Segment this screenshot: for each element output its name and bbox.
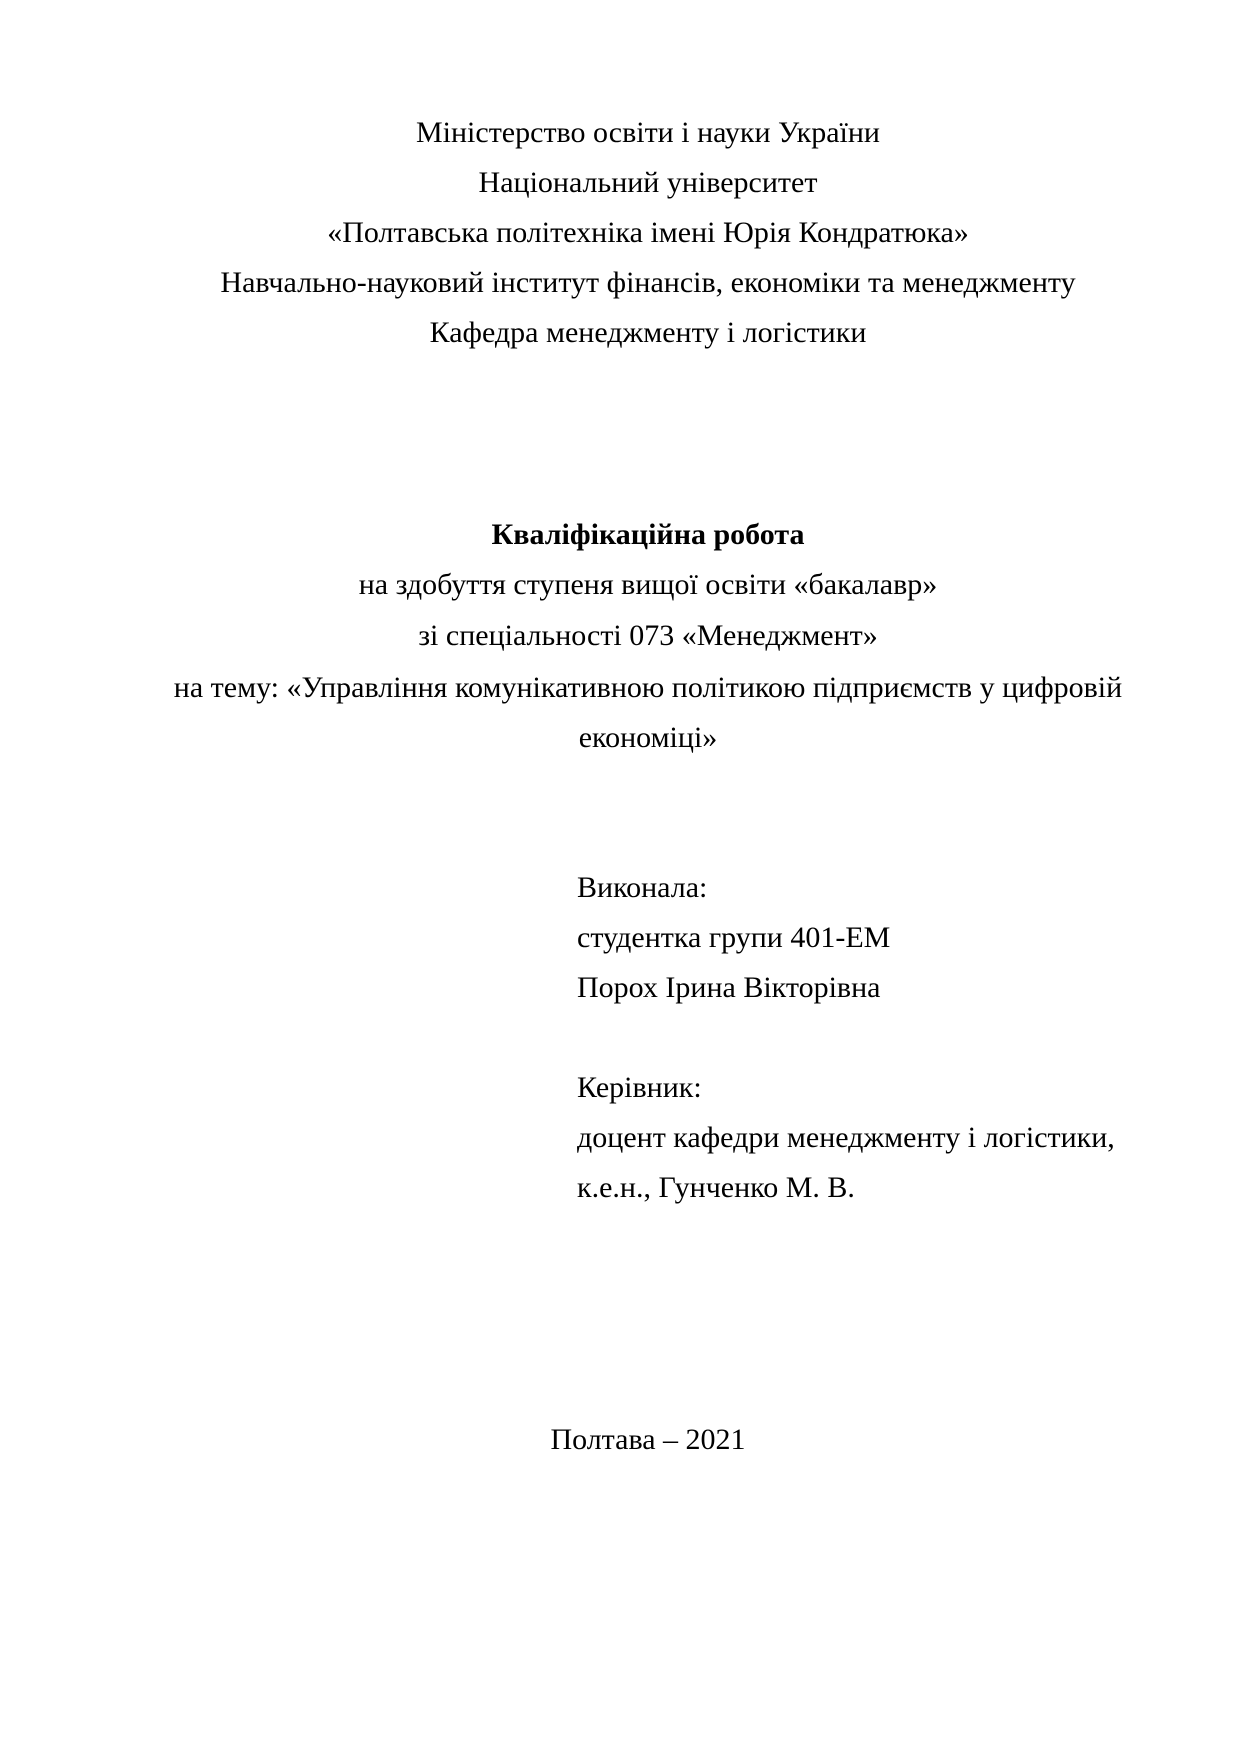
supervisor-label: Керівник:	[577, 1071, 702, 1104]
institute-line: Навчально-науковий інститут фінансів, економіки та менеджменту	[220, 266, 1076, 299]
degree-line: на здобуття ступеня вищої освіти «бакалавр»	[358, 568, 938, 601]
author-label: Виконала:	[577, 871, 708, 904]
author-name: Порох Ірина Вікторівна	[577, 971, 881, 1004]
author-group: студентка групи 401-ЕМ	[577, 921, 891, 954]
document-title: Кваліфікаційна робота	[491, 518, 805, 551]
specialty-line: зі спеціальності 073 «Менеджмент»	[418, 619, 878, 652]
city-year: Полтава – 2021	[550, 1423, 746, 1456]
supervisor-name: к.е.н., Гунченко М. В.	[577, 1171, 855, 1204]
university-line-1: Національний університет	[478, 166, 818, 199]
supervisor-position: доцент кафедри менеджменту і логістики,	[577, 1121, 1115, 1154]
ministry-line: Міністерство освіти і науки України	[415, 116, 880, 149]
department-line: Кафедра менеджменту і логістики	[429, 316, 867, 349]
topic-line-1: на тему: «Управління комунікативною політикою підприємств у цифровій	[173, 671, 1123, 704]
university-line-2: «Полтавська політехніка імені Юрія Кондратюка»	[327, 216, 969, 249]
topic-line-2: економіці»	[578, 721, 718, 754]
